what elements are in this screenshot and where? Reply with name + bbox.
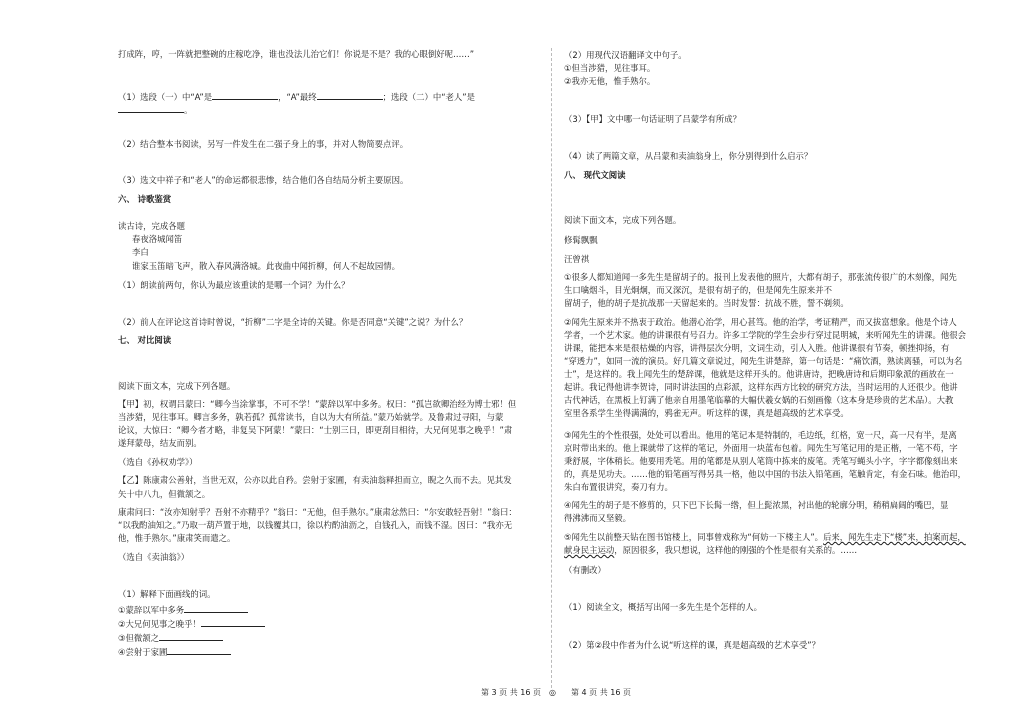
article-author: 汪曾祺 (564, 254, 590, 264)
wavy-underlined-text: 献身民主运动 (564, 545, 615, 555)
explain-item-text: ④尝射于家圃 (118, 647, 168, 657)
article-line: “穿透力”，如同一流的演员。好几篇文章说过，闻先生讲楚辞，第一句话是：“痛饮酒，熟读离骚，可以为名 (564, 356, 963, 366)
article-line: ①很多人都知道闻一多先生是留胡子的。报刊上发表他的照片，大都有胡子，那张流传很广的木刻像，闻先 (564, 272, 957, 282)
passage-line: 矢十中八九，但微颔之。 (118, 489, 211, 499)
article-line: 讲课，能把本来是很枯燥的内容，讲得层次分明，文词生动，引人入胜。他讲课很有节奏，顿挫抑扬，有 (564, 343, 950, 353)
question-text: 。 (184, 105, 193, 115)
question: （1）阅读全文，概括写出闻一多先生是个怎样的人。 (564, 602, 762, 612)
reading-instruction: 阅读下面文本，完成下列各题。 (564, 215, 682, 225)
explain-item (118, 631, 223, 644)
poem-body: 谁家玉笛暗飞声，散入春风满洛城。此夜曲中闻折柳，何人不起故园情。 (132, 261, 400, 271)
reading-instruction: 读古诗，完成各题 (118, 221, 185, 231)
article-title: 修髯飘飘 (564, 235, 598, 245)
fold-mark-icon: ◎ (549, 688, 556, 697)
question-text: ；选段（二）中“老人”是 (382, 92, 476, 102)
article-line: 京时带出来的。他上课就带了这样的笔记，外面用一块蓝布包着。闻先生写笔记用的是正楷，一笔不苟，字 (564, 443, 958, 453)
article-text: ，原因很多，我只想说，这样他的刚强的个性是很有关系的。…… (614, 545, 858, 555)
article-line: ③闻先生的个性很强，处处可以看出。他用的笔记本是特制的，毛边纸，红格，宽一尺，高一尺有半，是离 (564, 430, 957, 440)
answer-blank[interactable] (201, 617, 265, 627)
question-text: ，“A”最终 (278, 92, 317, 102)
question-2: （2）结合整本书阅读，另写一件发生在二强子身上的事，并对人物简要点评。 (118, 139, 409, 149)
article-line: 的，真是见功夫。……他的铅笔画写得另具一格，他以中国的书法入铅笔画，笔触肯定，有金石味。他治印， (564, 469, 966, 479)
passage-source: （选自《孙权劝学》） (118, 457, 198, 467)
article-line: 得沸沸而又坚毅。 (564, 513, 631, 523)
question: （4）读了两篇文章，从吕蒙和卖油翁身上，你分别得到什么启示？ (564, 151, 813, 161)
wavy-underlined-text: 后来，闻先生走下“楼”来，拍案而起， (823, 532, 966, 542)
article-line: ②闻先生原来并不热衷于政治。他潜心治学，用心甚笃。他的治学，考证精严，而又拔富想象。他是个诗人 (564, 317, 957, 327)
passage-line: 他，惟手熟尔。”康肃笑而遣之。 (118, 533, 236, 543)
answer-blank[interactable] (167, 645, 231, 655)
question-3: （3）选文中祥子和“老人”的命运都很悲惨，结合他们各自结局分析主要原因。 (118, 175, 409, 185)
page-number-right: 第 4 页 共 16 页 (571, 688, 631, 697)
article-line: 学者，一个艺术家。他的讲课很有号召力。许多工学院的学生会步行穿过昆明城，来听闻先生的讲课。他很会 (564, 330, 966, 340)
explain-item-text: ②大兄何见事之晚乎！ (118, 619, 201, 629)
article-line: 留胡子，他的胡子是抗战那一天留起来的。当时发誓：抗战不胜，誓不剃须。 (564, 298, 849, 308)
question: （2）用现代汉语翻译文中句子。 (564, 50, 687, 60)
passage-line: “以我酌油知之。”乃取一葫芦置于地，以钱覆其口，徐以杓酌油沥之，自钱孔入，而钱不湿。因曰：“我亦无 (118, 520, 513, 530)
explain-item-text: ①蒙辞以军中多务 (118, 605, 185, 615)
question-1-continued (118, 103, 192, 116)
article-line: 起讲。我记得他讲李贺诗，同时讲法国的点彩派，这样东西方比较的研究方法，当时运用的人还很少。他讲 (564, 382, 958, 392)
answer-blank[interactable] (317, 90, 383, 100)
passage-source: （选自《卖油翁》） (118, 552, 190, 562)
poem-author: 李白 (132, 247, 149, 257)
passage-line: 【甲】初，权谓吕蒙曰：“卿今当涂掌事，不可不学！”蒙辞以军中多务。权曰：“孤岂欲卿治经为博士邪！但 (118, 399, 517, 409)
answer-blank[interactable] (184, 603, 248, 613)
text-line: 打成阵，哼，一阵就把整碗的庄稼吃净，谁也没法儿治它们！你说是不是？我的心眼倒好呢……” (118, 49, 475, 59)
page-number-left: 第 3 页 共 16 页 (481, 688, 541, 697)
reading-instruction: 阅读下面文本，完成下列各题。 (118, 381, 236, 391)
article-line: ④闻先生的胡子是不修剪的，只下巴下长髯一绺，但上髭浓黑，衬出他的轮廓分明，稍稍扁阔的嘴巴，显 (564, 500, 949, 510)
passage-line: 论议，大惊曰：“卿今者才略，非复吴下阿蒙！”蒙曰：“士别三日，即更刮目相待，大兄何见事之晚乎！”肃 (118, 425, 513, 435)
question-item: ②我亦无他，惟手熟尔。 (564, 76, 656, 86)
explain-item-text: ③但微颔之 (118, 633, 160, 643)
answer-blank[interactable] (212, 90, 278, 100)
article-text: ⑤闻先生以前整天钻在图书馆楼上，同事曾戏称为“何妨一下楼主人”。 (564, 532, 824, 542)
section-heading: 六、 诗歌鉴赏 (118, 194, 172, 204)
explain-question: （1）解释下面画线的词。 (118, 589, 216, 599)
section-heading: 八、 现代文阅读 (564, 170, 626, 180)
passage-line: 康肃问曰：“汝亦知射乎？吾射不亦精乎？”翁曰：“无他，但手熟尔。”康肃忿然曰：“尔安敢轻吾射！”翁曰： (118, 507, 517, 517)
article-line: 朱白布置很讲究，奏刀有力。 (564, 482, 673, 492)
question: （2）第②段中作者为什么说“听这样的课，真是超高级的艺术享受”？ (564, 640, 821, 650)
article-line (564, 545, 857, 556)
question-item: ①但当涉猎，见往事耳。 (564, 63, 656, 73)
article-line: 秉舒展，字体稍长。他要用秃笔。用的笔都是从别人笔筒中拣来的废笔。秃笔写蝇头小字，字字都像刻出来 (564, 456, 958, 466)
answer-blank[interactable] (118, 103, 184, 113)
passage-line: 【乙】陈康肃公善射，当世无双，公亦以此自矜。尝射于家圃，有卖油翁释担而立，睨之久而不去。见其发 (118, 475, 512, 485)
poem-title: 春夜洛城闻笛 (132, 234, 183, 244)
poem-question-2: （2）前人在评论这首诗时曾说，“折柳”二字是全诗的关键。你是否同意“关键”之说？为什么？ (118, 317, 468, 327)
passage-line: 遂拜蒙母，结友而别。 (118, 438, 202, 448)
article-line (564, 532, 966, 543)
passage-line: 当涉猎，见往事耳。卿言多务，孰若孤？孤常读书，自以为大有所益。”蒙乃始就学。及鲁肃过寻阳，与蒙 (118, 412, 504, 422)
article-note: （有删改） (564, 565, 606, 575)
question-text: （1）选段（一）中“A”是 (118, 92, 213, 102)
article-line: 室里各系学生坐得满满的，鸦雀无声。听这样的课，真是超高级的艺术享受。 (564, 408, 849, 418)
explain-item (118, 645, 231, 658)
poem-question-1: （1）朗读前两句，你认为最应该重读的是哪一个词？为什么？ (118, 280, 350, 290)
column-divider (551, 48, 552, 688)
explain-item (118, 603, 248, 616)
explain-item (118, 617, 265, 630)
question-1 (118, 90, 475, 103)
article-line: 古代神话，在黑板上钉满了他亲自用墨笔临摹的大幅伏羲女娲的石刻画像（这本身是珍贵的艺术品）。大教 (564, 395, 954, 405)
question: （3）【甲】文中哪一句话证明了吕蒙学有所成？ (564, 114, 742, 124)
article-line: 生口噙烟斗，目光炯炯，而又深沉，是很有胡子的，但是闻先生原来并不 (564, 285, 832, 295)
section-heading: 七、 对比阅读 (118, 335, 172, 345)
answer-blank[interactable] (159, 631, 223, 641)
article-line: 士”，是这样的。我上闻先生的楚辞课，他就是这样开头的。他讲唐诗，把晚唐诗和后期印象派的画放在一 (564, 369, 954, 379)
